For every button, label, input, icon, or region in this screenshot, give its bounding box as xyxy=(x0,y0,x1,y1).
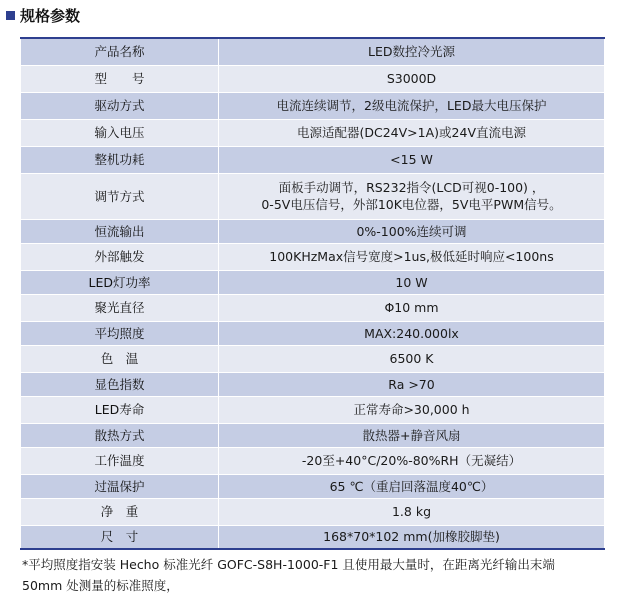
section-heading xyxy=(6,4,80,26)
spec-label: 型 号 xyxy=(21,65,219,92)
spec-label: 平均照度 xyxy=(21,321,219,345)
spec-label: 恒流输出 xyxy=(21,219,219,243)
spec-row xyxy=(21,173,605,219)
spec-value: 正常寿命>30,000 h xyxy=(219,396,605,423)
spec-label: 尺 寸 xyxy=(21,525,219,549)
spec-row xyxy=(21,372,605,396)
footnote xyxy=(22,554,612,596)
spec-value: 面板手动调节，RS232指令(LCD可视0-100) ， 0-5V电压信号，外部10K电位器，5V电平PWM信号。 xyxy=(219,173,605,219)
spec-value: Ra >70 xyxy=(219,372,605,396)
spec-row xyxy=(21,474,605,498)
spec-row xyxy=(21,525,605,549)
spec-value: S3000D xyxy=(219,65,605,92)
spec-label: 驱动方式 xyxy=(21,92,219,119)
spec-value: 散热器+静音风扇 xyxy=(219,423,605,447)
square-bullet-icon xyxy=(6,11,15,20)
spec-row xyxy=(21,294,605,321)
spec-label: 显色指数 xyxy=(21,372,219,396)
spec-value: <15 W xyxy=(219,146,605,173)
spec-row xyxy=(21,498,605,525)
spec-label: 输入电压 xyxy=(21,119,219,146)
spec-value: 6500 K xyxy=(219,345,605,372)
spec-label: LED灯功率 xyxy=(21,270,219,294)
section-title: 规格参数 xyxy=(20,6,81,25)
spec-row xyxy=(21,243,605,270)
spec-row xyxy=(21,423,605,447)
spec-label: 工作温度 xyxy=(21,447,219,474)
spec-row xyxy=(21,92,605,119)
footnote-line-1: *平均照度指安装 Hecho 标准光纤 GOFC-S8H-1000-F1 且使用最大量时，在距离光纤输出末端 xyxy=(22,557,555,572)
spec-row xyxy=(21,38,605,65)
spec-value: 1.8 kg xyxy=(219,498,605,525)
spec-row xyxy=(21,447,605,474)
spec-value: 电流连续调节，2级电流保护，LED最大电压保护 xyxy=(219,92,605,119)
spec-row xyxy=(21,219,605,243)
spec-label: LED寿命 xyxy=(21,396,219,423)
spec-value: 电源适配器(DC24V>1A)或24V直流电源 xyxy=(219,119,605,146)
spec-label: 聚光直径 xyxy=(21,294,219,321)
spec-value: 0%-100%连续可调 xyxy=(219,219,605,243)
spec-value: 10 W xyxy=(219,270,605,294)
spec-value: Φ10 mm xyxy=(219,294,605,321)
spec-label: 外部触发 xyxy=(21,243,219,270)
spec-value: 168*70*102 mm(加橡胶脚垫) xyxy=(219,525,605,549)
specs-table xyxy=(20,37,605,550)
spec-label: 色 温 xyxy=(21,345,219,372)
spec-value: MAX:240.000lx xyxy=(219,321,605,345)
spec-label: 调节方式 xyxy=(21,173,219,219)
spec-row xyxy=(21,146,605,173)
spec-row xyxy=(21,119,605,146)
spec-value: 65 ℃（重启回落温度40℃） xyxy=(219,474,605,498)
spec-row xyxy=(21,65,605,92)
spec-row xyxy=(21,270,605,294)
spec-row xyxy=(21,321,605,345)
spec-row xyxy=(21,396,605,423)
footnote-line-2: 50mm 处测量的标准照度， xyxy=(22,578,179,593)
spec-value: LED数控冷光源 xyxy=(219,38,605,65)
spec-row xyxy=(21,345,605,372)
spec-label: 过温保护 xyxy=(21,474,219,498)
spec-value: 100KHzMax信号宽度>1us,极低延时响应<100ns xyxy=(219,243,605,270)
spec-value: -20至+40°C/20%-80%RH（无凝结） xyxy=(219,447,605,474)
spec-label: 散热方式 xyxy=(21,423,219,447)
spec-label: 净 重 xyxy=(21,498,219,525)
spec-label: 产品名称 xyxy=(21,38,219,65)
spec-label: 整机功耗 xyxy=(21,146,219,173)
